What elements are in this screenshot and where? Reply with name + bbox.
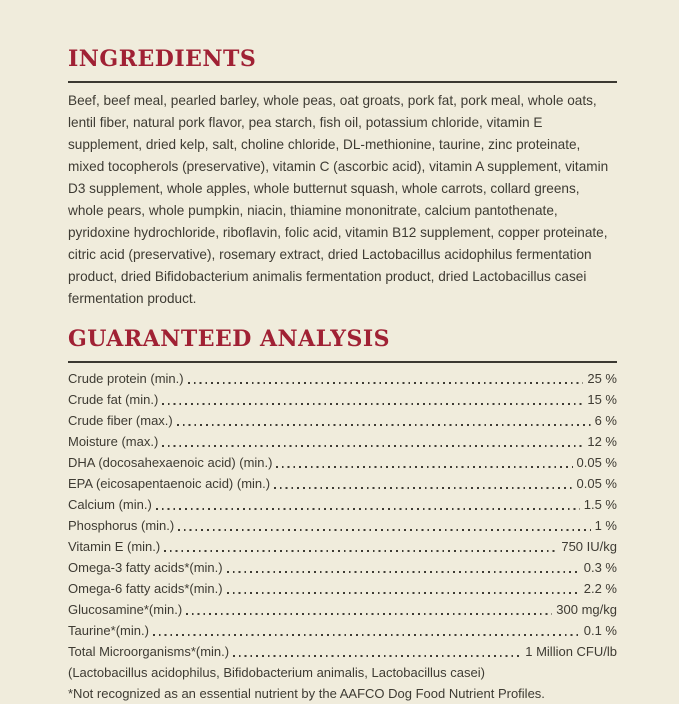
analysis-row-label: Vitamin E (min.) (68, 539, 161, 554)
analysis-row (68, 452, 617, 473)
analysis-row-value: 15 % (587, 392, 617, 407)
analysis-row-value: 0.3 % (583, 560, 617, 575)
analysis-row-value: 25 % (587, 371, 617, 386)
guaranteed-analysis-title: GUARANTEED ANALYSIS (68, 326, 391, 352)
analysis-row-label: Taurine*(min.) (68, 623, 149, 638)
dot-leader (274, 487, 572, 489)
dot-leader (227, 592, 580, 594)
dot-leader (186, 613, 552, 615)
analysis-row-value: 0.05 % (576, 455, 617, 470)
analysis-row-value: 300 mg/kg (556, 602, 617, 617)
analysis-row-value: 12 % (587, 434, 617, 449)
analysis-row (68, 368, 617, 389)
analysis-row (68, 515, 617, 536)
analysis-row-value: 1.5 % (583, 497, 617, 512)
dot-leader (177, 424, 591, 426)
ingredients-text: Beef, beef meal, pearled barley, whole peas, oat groats, pork fat, pork meal, whole oats, lentil fiber, natural pork flavor, pea starch, fish oil, potassium chloride, vitamin E supplement, dried kelp, salt, choline chloride, DL-methionine, taurine, zinc proteinate, mixed tocopherols (preservative), vitamin C (ascorbic acid), vitamin A supplement, vitamin D3 supplement, whole apples, whole butternut squash, whole carrots, collard greens, whole pears, whole pumpkin, niacin, thiamine mononitrate, calcium pantothenate, pyridoxine hydrochloride, riboflavin, folic acid, vitamin B12 supplement, copper proteinate, citric acid (preservative), rosemary extract, dried Lactobacillus acidophilus fermentation product, dried Bifidobacterium animalis fermentation product, dried Lactobacillus casei fermentation product. (68, 93, 609, 306)
analysis-row (68, 620, 617, 641)
analysis-row-label: Total Microorganisms*(min.) (68, 644, 230, 659)
ingredients-divider (68, 81, 617, 83)
dot-leader (153, 634, 580, 636)
analysis-row-label: Phosphorus (min.) (68, 518, 175, 533)
analysis-footnote: *Not recognized as an essential nutrient by the AAFCO Dog Food Nutrient Profiles. (68, 686, 545, 701)
dot-leader (227, 571, 580, 573)
analysis-row-value: 0.05 % (576, 476, 617, 491)
analysis-row (68, 431, 617, 452)
analysis-row (68, 473, 617, 494)
analysis-row-label: Omega-6 fatty acids*(min.) (68, 581, 223, 596)
analysis-row-value: 750 IU/kg (561, 539, 617, 554)
analysis-row-value: 1 % (594, 518, 617, 533)
analysis-row-value: 0.1 % (583, 623, 617, 638)
analysis-row-label: Moisture (max.) (68, 434, 159, 449)
dot-leader (233, 655, 521, 657)
analysis-row-label: Crude fat (min.) (68, 392, 159, 407)
dot-leader (162, 445, 583, 447)
analysis-row (68, 557, 617, 578)
analysis-row (68, 536, 617, 557)
analysis-row (68, 389, 617, 410)
analysis-row-label: Crude protein (min.) (68, 371, 184, 386)
analysis-row (68, 641, 617, 662)
analysis-row-label: EPA (eicosapentaenoic acid) (min.) (68, 476, 271, 491)
analysis-row-value: 1 Million CFU/lb (525, 644, 617, 659)
analysis-row (68, 578, 617, 599)
dot-leader (162, 403, 583, 405)
dot-leader (164, 550, 557, 552)
analysis-row-label: Crude fiber (max.) (68, 413, 173, 428)
analysis-row (68, 410, 617, 431)
analysis-row (68, 599, 617, 620)
analysis-row-label: Calcium (min.) (68, 497, 152, 512)
analysis-row-label: DHA (docosahexaenoic acid) (min.) (68, 455, 273, 470)
analysis-row-value: 2.2 % (583, 581, 617, 596)
dot-leader (156, 508, 580, 510)
analysis-row-value: 6 % (594, 413, 617, 428)
analysis-divider (68, 361, 617, 363)
analysis-table (68, 368, 617, 662)
analysis-row-label: Omega-3 fatty acids*(min.) (68, 560, 223, 575)
microorganisms-detail: (Lactobacillus acidophilus, Bifidobacterium animalis, Lactobacillus casei) (68, 665, 485, 680)
dot-leader (276, 466, 572, 468)
ingredients-title: INGREDIENTS (68, 46, 257, 72)
dot-leader (178, 529, 590, 531)
dot-leader (188, 382, 584, 384)
analysis-row-label: Glucosamine*(min.) (68, 602, 183, 617)
analysis-row (68, 494, 617, 515)
